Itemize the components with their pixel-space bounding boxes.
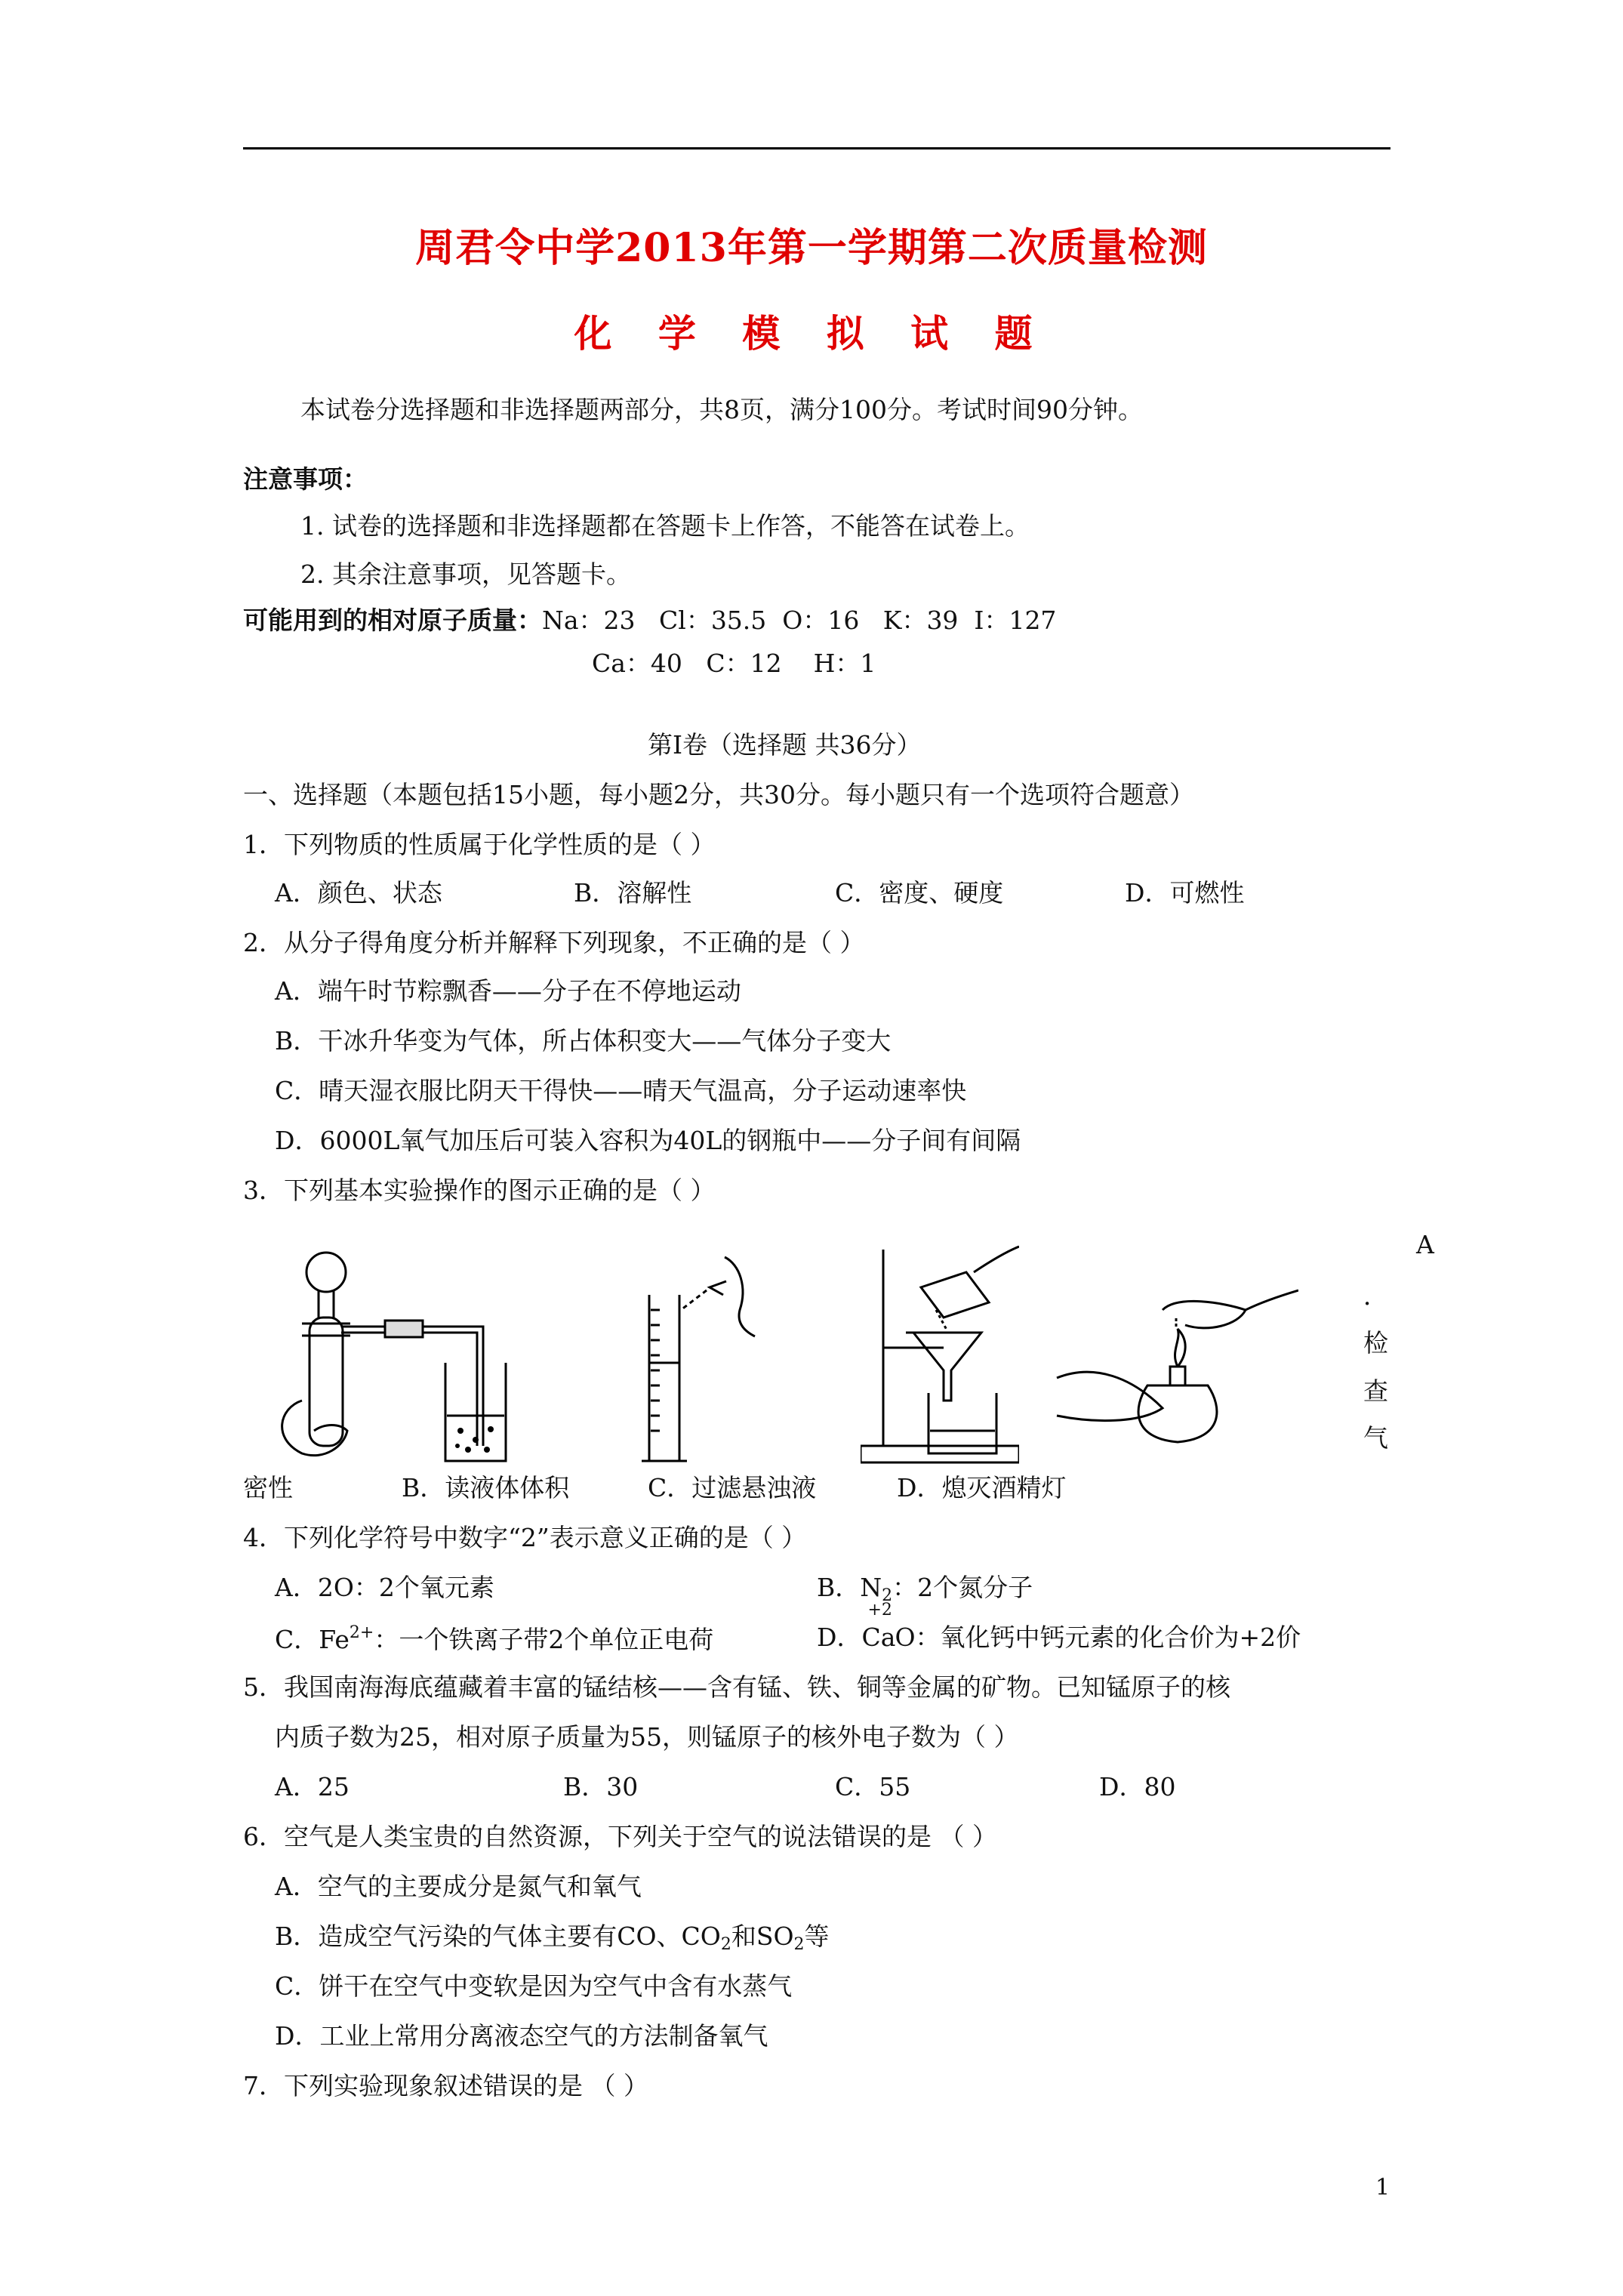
question-1-option-d: D．可燃性: [1125, 878, 1245, 908]
question-6-option-d: D．工业上常用分离液态空气的方法制备氧气: [275, 2021, 768, 2051]
question-4-option-c: [275, 1625, 713, 1652]
question-6-option-b: [275, 1924, 830, 1953]
question-4-option-b-text: ：2个氮分子: [892, 1573, 1033, 1602]
question-2-option-a: A．端午时节粽飘香——分子在不停地运动: [275, 976, 741, 1006]
question-6-option-b-suffix: 等: [804, 1922, 830, 1951]
exam-title: 周君令中学2013年第一学期第二次质量检测: [415, 225, 1208, 271]
part-title: 一、选择题（本题包括15小题，每小题2分，共30分。每小题只有一个选项符合题意）: [243, 780, 1194, 809]
question-3-option-b: B．读液体体积: [402, 1473, 570, 1502]
question-6-option-b-prefix: B．造成空气污染的气体主要有CO、CO: [275, 1922, 721, 1951]
question-3-option-d: D．熄灭酒精灯: [897, 1473, 1067, 1502]
question-1-option-c: C．密度、硬度: [835, 878, 1004, 908]
question-6-option-b-middle: 和SO: [731, 1922, 794, 1951]
airtightness-check-figure: [272, 1242, 513, 1469]
question-6-option-c: C．饼干在空气中变软是因为空气中含有水蒸气: [275, 1971, 793, 2001]
question-3-side-dot: ．: [1363, 1281, 1388, 1311]
question-3-side-3: 气: [1363, 1423, 1388, 1453]
question-4-option-d-prefix: D．: [817, 1623, 862, 1652]
question-1-option-a: A．颜色、状态: [275, 878, 442, 908]
question-2-option-d: D．6000L氧气加压后可装入容积为40L的钢瓶中——分子间有间隔: [275, 1126, 1021, 1155]
question-5-option-c: C．55: [835, 1772, 911, 1801]
header-rule: [243, 147, 1390, 149]
question-4-option-b: [817, 1575, 1033, 1604]
question-3-option-a-tail: 密性: [243, 1473, 293, 1502]
question-1-stem: 1．下列物质的性质属于化学性质的是（ ）: [243, 830, 716, 859]
exam-subtitle: 化 学 模 拟 试 题: [574, 311, 1049, 356]
section-title: 第Ⅰ卷（选择题 共36分）: [648, 730, 922, 760]
question-3-stem: 3．下列基本实验操作的图示正确的是（ ）: [243, 1176, 716, 1205]
question-5-option-b: B．30: [563, 1772, 639, 1801]
question-1-option-b: B．溶解性: [574, 878, 692, 908]
question-5-option-d: D．80: [1099, 1772, 1176, 1801]
question-6-stem: 6．空气是人类宝贵的自然资源，下列关于空气的说法错误的是 （ ）: [243, 1822, 997, 1851]
question-4-option-c-text: ：一个铁离子带2个单位正电荷: [374, 1625, 714, 1654]
question-5-stem-line-2: 内质子数为25，相对原子质量为55，则锰原子的核外电子数为（ ）: [275, 1722, 1019, 1752]
question-7-stem: 7．下列实验现象叙述错误的是 （ ）: [243, 2071, 648, 2100]
atomic-mass-values-1: Na：23 Cl：35.5 O：16 K：39 I：127: [542, 606, 1057, 635]
notes-heading: 注意事项：: [243, 464, 368, 494]
question-4-option-b-subscript: 2: [882, 1586, 893, 1605]
valence-element: Ca: [861, 1623, 896, 1652]
atomic-mass-values-2: Ca：40 C：12 H：1: [592, 649, 876, 678]
page-number: 1: [1375, 2174, 1390, 2201]
question-4-option-d: [817, 1601, 1301, 1652]
question-6-option-b-subscript-1: 2: [720, 1935, 731, 1954]
valence-notation: [861, 1601, 896, 1652]
question-3-side-1: 检: [1363, 1328, 1388, 1358]
question-2-option-c: C．晴天湿衣服比阴天干得快——晴天气温高，分子运动速率快: [275, 1076, 967, 1105]
question-5-option-a: A．25: [275, 1772, 350, 1801]
question-4-option-b-prefix: B．N: [817, 1573, 882, 1602]
atomic-mass-label: 可能用到的相对原子质量：: [243, 606, 542, 635]
question-4-option-a: A．2O：2个氧元素: [275, 1573, 494, 1602]
question-2-stem: 2．从分子得角度分析并解释下列现象，不正确的是（ ）: [243, 928, 865, 957]
intro-text: 本试卷分选择题和非选择题两部分，共8页，满分100分。考试时间90分钟。: [300, 395, 1143, 424]
valence-number: +2: [867, 1601, 892, 1620]
question-4-option-c-prefix: C．Fe: [275, 1625, 350, 1654]
extinguish-lamp-figure: [1049, 1242, 1298, 1469]
question-5-stem-line-1: 5．我国南海海底蕴藏着丰富的锰结核——含有锰、铁、铜等金属的矿物。已知锰原子的核: [243, 1672, 1230, 1702]
question-4-option-c-superscript: 2+: [349, 1623, 374, 1642]
question-3-side-2: 查: [1363, 1376, 1388, 1406]
atomic-mass-row-1: [243, 608, 1056, 633]
question-4-stem: 4．下列化学符号中数字“2”表示意义正确的是（ ）: [243, 1523, 807, 1552]
notes-item-1: 1. 试卷的选择题和非选择题都在答题卡上作答，不能答在试卷上。: [300, 511, 1030, 541]
lab-figures: [272, 1242, 1329, 1469]
notes-item-2: 2. 其余注意事项，见答题卡。: [300, 559, 631, 589]
question-6-option-b-subscript-2: 2: [793, 1935, 805, 1954]
filtration-figure: [861, 1242, 1019, 1469]
question-4-option-d-text: O：氧化钙中钙元素的化合价为+2价: [895, 1623, 1301, 1652]
read-volume-figure: [634, 1242, 778, 1469]
question-3-side-a: A: [1416, 1230, 1434, 1259]
question-6-option-a: A．空气的主要成分是氮气和氧气: [275, 1872, 642, 1901]
question-2-option-b: B．干冰升华变为气体，所占体积变大——气体分子变大: [275, 1026, 892, 1056]
question-3-option-c: C．过滤悬浊液: [648, 1473, 817, 1502]
